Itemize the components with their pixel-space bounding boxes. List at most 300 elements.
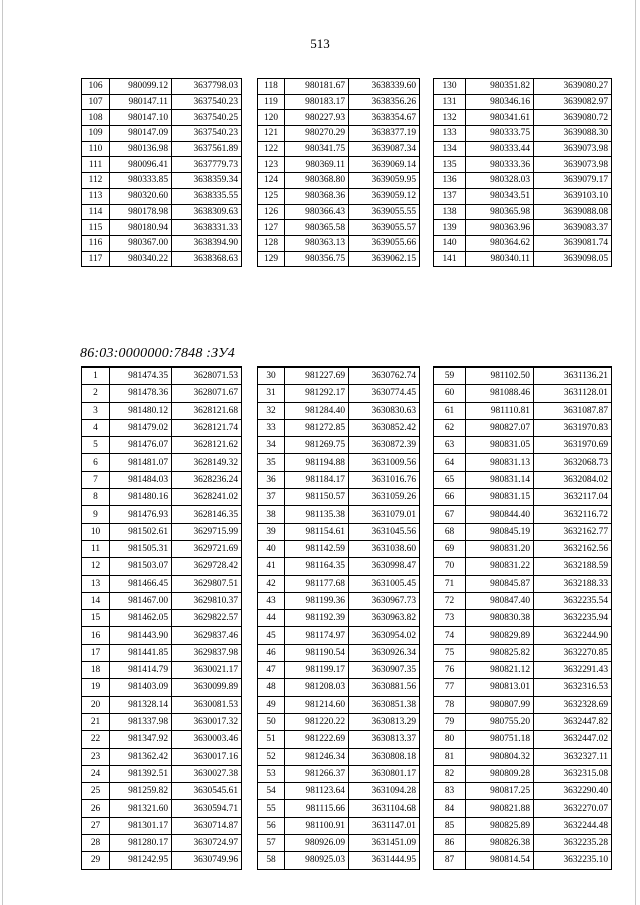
table-row <box>434 173 612 189</box>
table-row <box>82 800 242 817</box>
y-coordinate: 3630881.56 <box>349 679 420 696</box>
table-row <box>82 471 242 488</box>
point-number: 8 <box>82 489 110 506</box>
point-number: 141 <box>434 251 466 267</box>
y-coordinate: 3632270.85 <box>534 644 612 661</box>
y-coordinate: 3632244.48 <box>534 817 612 834</box>
x-coordinate: 981480.16 <box>110 489 172 506</box>
point-number: 85 <box>434 817 466 834</box>
y-coordinate: 3631045.56 <box>349 523 420 540</box>
point-number: 79 <box>434 713 466 730</box>
table-row <box>258 506 420 523</box>
x-coordinate: 981192.39 <box>285 610 349 627</box>
x-coordinate: 980831.20 <box>466 540 534 557</box>
table-row <box>434 592 612 609</box>
point-number: 71 <box>434 575 466 592</box>
point-number: 56 <box>258 817 285 834</box>
y-coordinate: 3631970.69 <box>534 437 612 454</box>
point-number: 68 <box>434 523 466 540</box>
point-number: 53 <box>258 765 285 782</box>
point-number: 24 <box>82 765 110 782</box>
y-coordinate: 3630017.16 <box>172 748 242 765</box>
point-number: 41 <box>258 558 285 575</box>
x-coordinate: 981414.79 <box>110 662 172 679</box>
y-coordinate: 3629728.42 <box>172 558 242 575</box>
x-coordinate: 980817.25 <box>466 783 534 800</box>
point-number: 135 <box>434 157 466 173</box>
x-coordinate: 980366.43 <box>285 204 349 220</box>
table-row <box>434 235 612 251</box>
table-row <box>258 765 420 782</box>
point-number: 80 <box>434 731 466 748</box>
table-row <box>82 644 242 661</box>
table-row <box>434 817 612 834</box>
table-row <box>434 94 612 110</box>
table-row <box>82 558 242 575</box>
x-coordinate: 981142.59 <box>285 540 349 557</box>
y-coordinate: 3639088.08 <box>534 204 612 220</box>
table-row <box>434 713 612 730</box>
x-coordinate: 981272.85 <box>285 419 349 436</box>
y-coordinate: 3630545.61 <box>172 783 242 800</box>
point-number: 16 <box>82 627 110 644</box>
table-row <box>258 627 420 644</box>
table-row <box>82 419 242 436</box>
y-coordinate: 3632291.43 <box>534 662 612 679</box>
point-number: 61 <box>434 402 466 419</box>
point-number: 28 <box>82 835 110 852</box>
table-row <box>434 696 612 713</box>
x-coordinate: 980227.93 <box>285 110 349 126</box>
x-coordinate: 981362.42 <box>110 748 172 765</box>
point-number: 125 <box>258 188 285 204</box>
table-row <box>258 157 420 173</box>
x-coordinate: 980821.88 <box>466 800 534 817</box>
x-coordinate: 980364.62 <box>466 235 534 251</box>
x-coordinate: 980346.16 <box>466 94 534 110</box>
y-coordinate: 3632315.08 <box>534 765 612 782</box>
point-number: 131 <box>434 94 466 110</box>
table-row <box>82 610 242 627</box>
point-number: 14 <box>82 592 110 609</box>
table-row <box>434 558 612 575</box>
y-coordinate: 3637540.23 <box>172 94 242 110</box>
table-row <box>258 800 420 817</box>
x-coordinate: 980320.60 <box>110 188 172 204</box>
y-coordinate: 3630724.97 <box>172 835 242 852</box>
x-coordinate: 980365.58 <box>285 220 349 236</box>
x-coordinate: 980365.98 <box>466 204 534 220</box>
y-coordinate: 3631079.01 <box>349 506 420 523</box>
table-row <box>82 79 242 95</box>
table-row <box>258 558 420 575</box>
table-row <box>258 94 420 110</box>
table-row <box>258 402 420 419</box>
table-row <box>258 251 420 267</box>
y-coordinate: 3632116.72 <box>534 506 612 523</box>
table-row <box>258 437 420 454</box>
x-coordinate: 981242.95 <box>110 852 172 869</box>
table-row <box>434 489 612 506</box>
y-coordinate: 3638331.33 <box>172 220 242 236</box>
y-coordinate: 3630762.74 <box>349 367 420 385</box>
point-number: 48 <box>258 679 285 696</box>
y-coordinate: 3631970.83 <box>534 419 612 436</box>
point-number: 129 <box>258 251 285 267</box>
x-coordinate: 981102.50 <box>466 367 534 385</box>
table-row <box>434 575 612 592</box>
y-coordinate: 3630813.29 <box>349 713 420 730</box>
y-coordinate: 3631016.76 <box>349 471 420 488</box>
table-row <box>258 220 420 236</box>
x-coordinate: 980804.32 <box>466 748 534 765</box>
x-coordinate: 980755.20 <box>466 713 534 730</box>
x-coordinate: 981123.64 <box>285 783 349 800</box>
x-coordinate: 980831.05 <box>466 437 534 454</box>
y-coordinate: 3632235.94 <box>534 610 612 627</box>
point-number: 119 <box>258 94 285 110</box>
x-coordinate: 980827.07 <box>466 419 534 436</box>
x-coordinate: 980367.00 <box>110 235 172 251</box>
y-coordinate: 3639055.55 <box>349 204 420 220</box>
x-coordinate: 981100.91 <box>285 817 349 834</box>
point-number: 111 <box>82 157 110 173</box>
x-coordinate: 980847.40 <box>466 592 534 609</box>
x-coordinate: 980826.38 <box>466 835 534 852</box>
point-number: 117 <box>82 251 110 267</box>
table-row <box>82 385 242 402</box>
y-coordinate: 3639081.74 <box>534 235 612 251</box>
point-number: 86 <box>434 835 466 852</box>
x-coordinate: 981403.09 <box>110 679 172 696</box>
table-row <box>434 220 612 236</box>
point-number: 116 <box>82 235 110 251</box>
table-row <box>434 523 612 540</box>
table-row <box>434 188 612 204</box>
table-row <box>258 679 420 696</box>
point-number: 130 <box>434 79 466 95</box>
point-number: 27 <box>82 817 110 834</box>
coordinate-table-1 <box>81 78 242 267</box>
y-coordinate: 3630801.17 <box>349 765 420 782</box>
table-row <box>434 79 612 95</box>
x-coordinate: 981208.03 <box>285 679 349 696</box>
y-coordinate: 3639083.37 <box>534 220 612 236</box>
point-number: 30 <box>258 367 285 385</box>
x-coordinate: 980096.41 <box>110 157 172 173</box>
point-number: 31 <box>258 385 285 402</box>
y-coordinate: 3637540.25 <box>172 110 242 126</box>
table-row <box>434 157 612 173</box>
y-coordinate: 3632316.53 <box>534 679 612 696</box>
point-number: 15 <box>82 610 110 627</box>
table-row <box>258 173 420 189</box>
y-coordinate: 3632117.04 <box>534 489 612 506</box>
x-coordinate: 981135.38 <box>285 506 349 523</box>
table-row <box>82 817 242 834</box>
table-row <box>82 204 242 220</box>
x-coordinate: 980147.11 <box>110 94 172 110</box>
y-coordinate: 3632235.54 <box>534 592 612 609</box>
y-coordinate: 3632188.59 <box>534 558 612 575</box>
point-number: 2 <box>82 385 110 402</box>
y-coordinate: 3630926.34 <box>349 644 420 661</box>
y-coordinate: 3629822.57 <box>172 610 242 627</box>
y-coordinate: 3638309.63 <box>172 204 242 220</box>
point-number: 3 <box>82 402 110 419</box>
y-coordinate: 3629715.99 <box>172 523 242 540</box>
y-coordinate: 3630851.38 <box>349 696 420 713</box>
table-row <box>82 173 242 189</box>
y-coordinate: 3628121.74 <box>172 419 242 436</box>
coordinate-table-6 <box>433 366 612 870</box>
y-coordinate: 3632244.90 <box>534 627 612 644</box>
table-row <box>258 852 420 869</box>
table-row <box>258 235 420 251</box>
x-coordinate: 980270.29 <box>285 126 349 142</box>
y-coordinate: 3628149.32 <box>172 454 242 471</box>
x-coordinate: 981480.12 <box>110 402 172 419</box>
table-row <box>82 835 242 852</box>
table-row <box>82 235 242 251</box>
table-row <box>82 489 242 506</box>
y-coordinate: 3629837.98 <box>172 644 242 661</box>
page-number: 513 <box>310 36 330 51</box>
point-number: 50 <box>258 713 285 730</box>
table-row <box>82 575 242 592</box>
point-number: 42 <box>258 575 285 592</box>
table-row <box>82 251 242 267</box>
y-coordinate: 3630830.63 <box>349 402 420 419</box>
point-number: 60 <box>434 385 466 402</box>
point-number: 10 <box>82 523 110 540</box>
x-coordinate: 980825.89 <box>466 817 534 834</box>
table-row <box>258 367 420 385</box>
x-coordinate: 981194.88 <box>285 454 349 471</box>
y-coordinate: 3639055.57 <box>349 220 420 236</box>
y-coordinate: 3629837.46 <box>172 627 242 644</box>
table-row <box>82 110 242 126</box>
point-number: 64 <box>434 454 466 471</box>
point-number: 83 <box>434 783 466 800</box>
y-coordinate: 3639055.66 <box>349 235 420 251</box>
x-coordinate: 981392.51 <box>110 765 172 782</box>
point-number: 63 <box>434 437 466 454</box>
point-number: 134 <box>434 141 466 157</box>
x-coordinate: 980845.19 <box>466 523 534 540</box>
y-coordinate: 3631009.56 <box>349 454 420 471</box>
point-number: 107 <box>82 94 110 110</box>
y-coordinate: 3632084.02 <box>534 471 612 488</box>
point-number: 59 <box>434 367 466 385</box>
table-row <box>258 385 420 402</box>
point-number: 69 <box>434 540 466 557</box>
table-row <box>82 367 242 385</box>
table-row <box>434 662 612 679</box>
y-coordinate: 3628146.35 <box>172 506 242 523</box>
table-row <box>82 627 242 644</box>
point-number: 114 <box>82 204 110 220</box>
table-row <box>82 679 242 696</box>
y-coordinate: 3632328.69 <box>534 696 612 713</box>
point-number: 137 <box>434 188 466 204</box>
x-coordinate: 980178.98 <box>110 204 172 220</box>
y-coordinate: 3630003.46 <box>172 731 242 748</box>
table-row <box>258 835 420 852</box>
x-coordinate: 981321.60 <box>110 800 172 817</box>
x-coordinate: 980341.75 <box>285 141 349 157</box>
table-row <box>258 454 420 471</box>
table-row <box>258 188 420 204</box>
point-number: 120 <box>258 110 285 126</box>
y-coordinate: 3631147.01 <box>349 817 420 834</box>
page-left-edge <box>2 0 3 905</box>
y-coordinate: 3631128.01 <box>534 385 612 402</box>
coordinate-table-3 <box>433 78 612 267</box>
point-number: 47 <box>258 662 285 679</box>
y-coordinate: 3630099.89 <box>172 679 242 696</box>
table-row <box>82 765 242 782</box>
point-number: 112 <box>82 173 110 189</box>
y-coordinate: 3630967.73 <box>349 592 420 609</box>
y-coordinate: 3630021.17 <box>172 662 242 679</box>
table-row <box>434 454 612 471</box>
table-row <box>258 419 420 436</box>
x-coordinate: 981199.17 <box>285 662 349 679</box>
point-number: 12 <box>82 558 110 575</box>
point-number: 78 <box>434 696 466 713</box>
x-coordinate: 981502.61 <box>110 523 172 540</box>
point-number: 54 <box>258 783 285 800</box>
x-coordinate: 981505.31 <box>110 540 172 557</box>
point-number: 35 <box>258 454 285 471</box>
page-right-edge <box>635 0 636 905</box>
x-coordinate: 981115.66 <box>285 800 349 817</box>
point-number: 62 <box>434 419 466 436</box>
section-heading: 86:03:0000000:7848 :ЗУ4 <box>80 346 235 361</box>
x-coordinate: 981328.14 <box>110 696 172 713</box>
y-coordinate: 3632162.56 <box>534 540 612 557</box>
y-coordinate: 3632235.10 <box>534 852 612 869</box>
y-coordinate: 3630749.96 <box>172 852 242 869</box>
x-coordinate: 981266.37 <box>285 765 349 782</box>
point-number: 133 <box>434 126 466 142</box>
y-coordinate: 3631087.87 <box>534 402 612 419</box>
y-coordinate: 3632447.82 <box>534 713 612 730</box>
x-coordinate: 981190.54 <box>285 644 349 661</box>
y-coordinate: 3632327.11 <box>534 748 612 765</box>
y-coordinate: 3639080.27 <box>534 79 612 95</box>
table-row <box>258 540 420 557</box>
point-number: 1 <box>82 367 110 385</box>
x-coordinate: 981184.17 <box>285 471 349 488</box>
point-number: 34 <box>258 437 285 454</box>
x-coordinate: 980925.03 <box>285 852 349 869</box>
x-coordinate: 980813.01 <box>466 679 534 696</box>
x-coordinate: 981174.97 <box>285 627 349 644</box>
table-row <box>434 852 612 869</box>
y-coordinate: 3632068.73 <box>534 454 612 471</box>
point-number: 126 <box>258 204 285 220</box>
point-number: 5 <box>82 437 110 454</box>
y-coordinate: 3639103.10 <box>534 188 612 204</box>
y-coordinate: 3637779.73 <box>172 157 242 173</box>
y-coordinate: 3630081.53 <box>172 696 242 713</box>
x-coordinate: 981484.03 <box>110 471 172 488</box>
x-coordinate: 980340.11 <box>466 251 534 267</box>
table-row <box>82 188 242 204</box>
point-number: 118 <box>258 79 285 95</box>
point-number: 4 <box>82 419 110 436</box>
point-number: 113 <box>82 188 110 204</box>
y-coordinate: 3639059.95 <box>349 173 420 189</box>
table-row <box>258 471 420 488</box>
y-coordinate: 3639082.97 <box>534 94 612 110</box>
table-row <box>258 592 420 609</box>
point-number: 6 <box>82 454 110 471</box>
point-number: 87 <box>434 852 466 869</box>
table-row <box>82 748 242 765</box>
x-coordinate: 981479.02 <box>110 419 172 436</box>
y-coordinate: 3632290.40 <box>534 783 612 800</box>
y-coordinate: 3638368.63 <box>172 251 242 267</box>
point-number: 43 <box>258 592 285 609</box>
point-number: 121 <box>258 126 285 142</box>
table-row <box>434 610 612 627</box>
x-coordinate: 981259.82 <box>110 783 172 800</box>
point-number: 46 <box>258 644 285 661</box>
y-coordinate: 3628071.67 <box>172 385 242 402</box>
point-number: 21 <box>82 713 110 730</box>
y-coordinate: 3630963.82 <box>349 610 420 627</box>
y-coordinate: 3638359.34 <box>172 173 242 189</box>
point-number: 123 <box>258 157 285 173</box>
x-coordinate: 981476.93 <box>110 506 172 523</box>
x-coordinate: 980825.82 <box>466 644 534 661</box>
x-coordinate: 980369.11 <box>285 157 349 173</box>
x-coordinate: 980830.38 <box>466 610 534 627</box>
point-number: 57 <box>258 835 285 852</box>
y-coordinate: 3631038.60 <box>349 540 420 557</box>
point-number: 29 <box>82 852 110 869</box>
point-number: 139 <box>434 220 466 236</box>
table-row <box>258 110 420 126</box>
table-row <box>434 402 612 419</box>
y-coordinate: 3630852.42 <box>349 419 420 436</box>
point-number: 66 <box>434 489 466 506</box>
point-number: 45 <box>258 627 285 644</box>
y-coordinate: 3630872.39 <box>349 437 420 454</box>
x-coordinate: 981466.45 <box>110 575 172 592</box>
y-coordinate: 3637798.03 <box>172 79 242 95</box>
x-coordinate: 981088.46 <box>466 385 534 402</box>
x-coordinate: 980831.13 <box>466 454 534 471</box>
x-coordinate: 981246.34 <box>285 748 349 765</box>
table-row <box>434 385 612 402</box>
y-coordinate: 3631094.28 <box>349 783 420 800</box>
point-number: 11 <box>82 540 110 557</box>
table-row <box>258 204 420 220</box>
table-row <box>434 419 612 436</box>
x-coordinate: 980831.14 <box>466 471 534 488</box>
x-coordinate: 981222.69 <box>285 731 349 748</box>
x-coordinate: 980183.17 <box>285 94 349 110</box>
table-row <box>258 126 420 142</box>
y-coordinate: 3639088.30 <box>534 126 612 142</box>
table-row <box>434 471 612 488</box>
table-row <box>434 367 612 385</box>
table-row <box>258 489 420 506</box>
